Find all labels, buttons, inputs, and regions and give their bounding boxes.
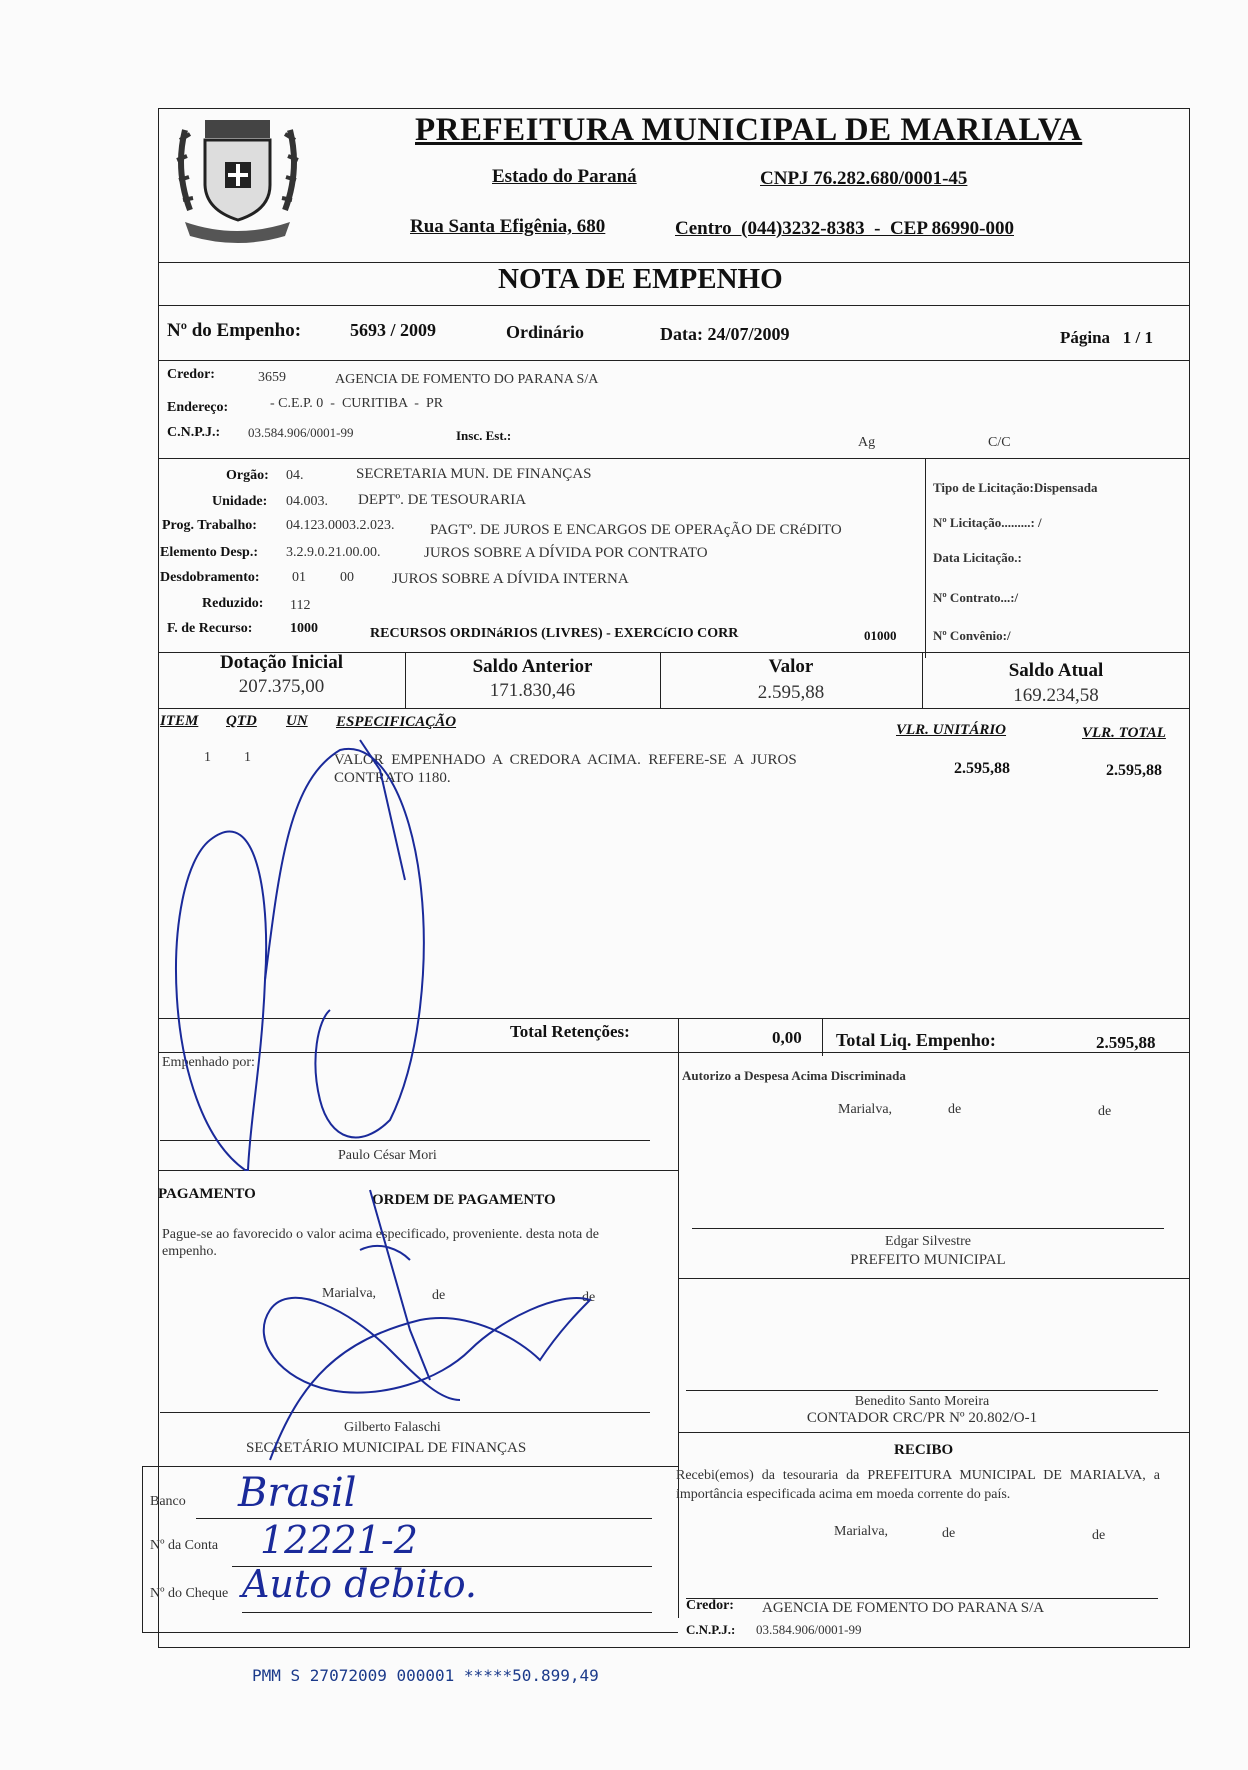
secretario-name: Gilberto Falaschi: [344, 1420, 441, 1435]
recibo-de1: de: [942, 1526, 956, 1541]
contador-name: Benedito Santo Moreira: [854, 1394, 990, 1409]
desdobramento-a: 01: [292, 570, 306, 585]
valor-label: Valor: [768, 656, 814, 677]
municipality-cnpj: CNPJ 76.282.680/0001-45: [760, 168, 968, 189]
elemento-despesa-label: Elemento Desp.:: [160, 545, 258, 560]
prog-trabalho-code: 04.123.0003.2.023.: [286, 518, 395, 533]
pagamento-city: Marialva,: [322, 1286, 377, 1301]
autorizo-label: Autorizo a Despesa Acima Discriminada: [682, 1068, 906, 1083]
autorizo-city: Marialva,: [838, 1102, 893, 1117]
reduzido-label: Reduzido:: [202, 596, 264, 611]
ordem-pagamento-label: ORDEM DE PAGAMENTO: [372, 1192, 556, 1208]
pagamento-de2: de: [582, 1290, 596, 1305]
empenhado-por-label: Empenhado por:: [162, 1055, 255, 1070]
saldo-atual-label: Saldo Atual: [1008, 660, 1104, 681]
saldo-atual-value: 169.234,58: [1013, 685, 1099, 706]
endereco-label: Endereço:: [167, 400, 229, 415]
conta-handwritten: 12221-2: [260, 1518, 418, 1562]
numero-contrato: Nº Contrato...:/: [933, 590, 1019, 605]
prefeito-name: Edgar Silvestre: [885, 1234, 971, 1249]
reduzido-value: 112: [290, 598, 311, 613]
fonte-recurso-name: RECURSOS ORDINáRIOS (LIVRES) - EXERCíCIO CORR: [370, 626, 739, 641]
autorizo-de1: de: [948, 1102, 962, 1117]
empenho-date: Data: 24/07/2009: [660, 324, 790, 344]
recibo-title: RECIBO: [894, 1442, 954, 1458]
pagamento-label: PAGAMENTO: [158, 1186, 256, 1202]
unidade-label: Unidade:: [212, 494, 268, 509]
fonte-recurso-code2: 01000: [864, 628, 897, 643]
recibo-city: Marialva,: [834, 1524, 889, 1539]
coat-of-arms-icon: [165, 100, 310, 250]
orgao-label: Orgão:: [226, 468, 269, 483]
item-vlr-total: 2.595,88: [1106, 762, 1162, 779]
contador-role: CONTADOR CRC/PR Nº 20.802/O-1: [806, 1410, 1038, 1426]
credor-label: Credor:: [167, 367, 215, 382]
desdobramento-label: Desdobramento:: [160, 570, 260, 585]
elemento-despesa-code: 3.2.9.0.21.00.00.: [286, 545, 381, 560]
fonte-recurso-label: F. de Recurso:: [167, 621, 253, 636]
page-title: PREFEITURA MUNICIPAL DE MARIALVA: [415, 112, 1083, 148]
col-especificacao: ESPECIFICAÇÃO: [336, 714, 457, 730]
credor-name: AGENCIA DE FOMENTO DO PARANA S/A: [335, 372, 599, 387]
saldo-anterior-label: Saldo Anterior: [472, 656, 593, 677]
total-retencoes-value: 0,00: [772, 1028, 802, 1047]
autorizo-de2: de: [1098, 1104, 1112, 1119]
pagamento-text: Pague-se ao favorecido o valor acima especificado, proveniente. desta nota de empenho.: [162, 1227, 599, 1259]
desdobramento-name: JUROS SOBRE A DÍVIDA INTERNA: [392, 571, 629, 587]
empenho-number: 5693 / 2009: [350, 320, 437, 340]
dotacao-inicial-label: Dotação Inicial: [220, 652, 343, 673]
numero-licitacao: Nº Licitação.........: /: [933, 515, 1042, 530]
banco-label: Banco: [150, 1494, 186, 1509]
empenhado-por-name: Paulo César Mori: [338, 1148, 437, 1163]
address-contact: Centro (044)3232-8383 - CEP 86990-000: [675, 218, 1014, 239]
banco-handwritten: Brasil: [238, 1470, 357, 1516]
endereco-value: - C.E.P. 0 - CURITIBA - PR: [270, 396, 444, 411]
orgao-name: SECRETARIA MUN. DE FINANÇAS: [356, 466, 592, 482]
total-liquido-label: Total Liq. Empenho:: [836, 1030, 996, 1050]
item-vlr-unitario: 2.595,88: [954, 760, 1010, 777]
credor-code: 3659: [258, 370, 286, 385]
data-licitacao: Data Licitação.:: [933, 550, 1022, 565]
dotacao-inicial-value: 207.375,00: [238, 676, 325, 697]
saldo-anterior-value: 171.830,46: [489, 680, 576, 701]
recibo-credor-label: Credor:: [686, 1598, 734, 1613]
recibo-cnpj-value: 03.584.906/0001-99: [756, 1622, 862, 1637]
tipo-licitacao: Tipo de Licitação:Dispensada: [933, 480, 1098, 495]
pagamento-de1: de: [432, 1288, 446, 1303]
cheque-label: Nº do Cheque: [150, 1586, 229, 1601]
item-especificacao-line2: CONTRATO 1180.: [334, 770, 451, 786]
empenho-number-label: Nº do Empenho:: [167, 320, 302, 341]
agencia-label: Ag: [858, 435, 876, 450]
total-liquido-value: 2.595,88: [1096, 1033, 1156, 1052]
col-vlr-unitario: VLR. UNITÁRIO: [896, 722, 1007, 738]
col-un: UN: [286, 713, 308, 729]
recibo-credor-value: AGENCIA DE FOMENTO DO PARANA S/A: [762, 1600, 1045, 1616]
col-item: ITEM: [160, 713, 199, 729]
cheque-handwritten: Auto debito.: [242, 1562, 477, 1606]
col-qtd: QTD: [226, 713, 257, 729]
secretario-role: SECRETÁRIO MUNICIPAL DE FINANÇAS: [246, 1440, 527, 1456]
numero-convenio: Nº Convênio:/: [933, 628, 1011, 643]
valor-value: 2.595,88: [757, 682, 825, 703]
prefeito-role: PREFEITO MUNICIPAL: [850, 1252, 1006, 1268]
elemento-despesa-name: JUROS SOBRE A DÍVIDA POR CONTRATO: [424, 545, 708, 561]
item-qtd: 1: [244, 750, 251, 765]
unidade-name: DEPTº. DE TESOURARIA: [358, 492, 527, 508]
document-title: NOTA DE EMPENHO: [498, 263, 783, 295]
page-number: Página 1 / 1: [1060, 328, 1154, 347]
recibo-cnpj-label: C.N.P.J.:: [686, 1622, 736, 1637]
col-vlr-total: VLR. TOTAL: [1082, 725, 1166, 741]
street-address: Rua Santa Efigênia, 680: [410, 216, 606, 237]
empenho-type: Ordinário: [506, 322, 585, 342]
cnpj-label: C.N.P.J.:: [167, 425, 221, 440]
conta-label: Nº da Conta: [150, 1538, 219, 1553]
fonte-recurso-code: 1000: [290, 621, 318, 636]
orgao-code: 04.: [286, 468, 304, 483]
prog-trabalho-label: Prog. Trabalho:: [162, 518, 257, 533]
credor-cnpj: 03.584.906/0001-99: [248, 425, 354, 440]
footer-authentication-code: PMM S 27072009 000001 *****50.899,49: [252, 1666, 599, 1685]
recibo-de2: de: [1092, 1528, 1106, 1543]
desdobramento-b: 00: [340, 570, 354, 585]
unidade-code: 04.003.: [286, 494, 328, 509]
prog-trabalho-name: PAGTº. DE JUROS E ENCARGOS DE OPERAçÃO DE CRéDITO: [430, 522, 842, 538]
item-number: 1: [204, 750, 211, 765]
item-especificacao-line1: VALOR EMPENHADO A CREDORA ACIMA. REFERE-SE A JUROS: [334, 752, 797, 768]
recibo-text: Recebi(emos) da tesouraria da PREFEITURA MUNICIPAL DE MARIALVA, a importância especificada acima em moeda corrente do país.: [676, 1468, 1160, 1502]
total-retencoes-label: Total Retenções:: [510, 1022, 630, 1041]
insc-est-label: Insc. Est.:: [456, 428, 512, 443]
state-name: Estado do Paraná: [492, 166, 637, 187]
conta-corrente-label: C/C: [988, 435, 1011, 450]
